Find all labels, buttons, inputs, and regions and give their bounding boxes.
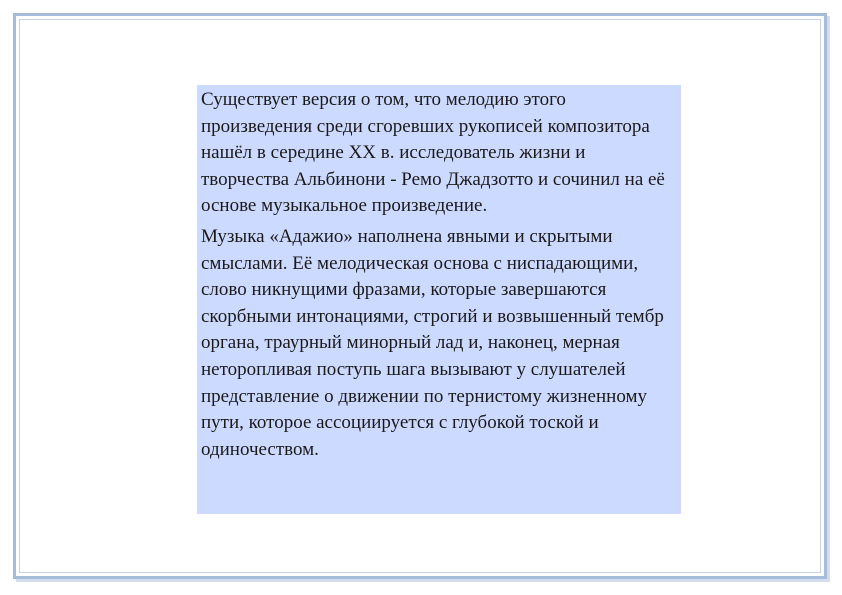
paragraph-version: Существует версия о том, что мелодию этого произведения среди сгоревших рукописей композитора нашёл в середине XX в. исследователь жизни и творчества Альбинони - Ремо Джадзотто и сочинил на её основе музыкальное произведение.: [201, 89, 665, 217]
frame-shadow-bottom: [16, 579, 830, 582]
paragraph-music: Музыка «Адажио» наполнена явными и скрытыми смыслами. Её мелодическая основа с ниспадающими, слово никнущими фразами, которые завершаются скорбными интонациями, строгий и возвышенный тембр органа, траурный минорный лад и, наконец, мерная неторопливая поступь шага вызывают у слушателей представление о движении по тернистому жизненному пути, которое ассоциируется с глубокой тоской и одиночеством.: [201, 225, 664, 460]
frame-shadow-right: [827, 16, 830, 582]
text-block: [197, 85, 681, 514]
